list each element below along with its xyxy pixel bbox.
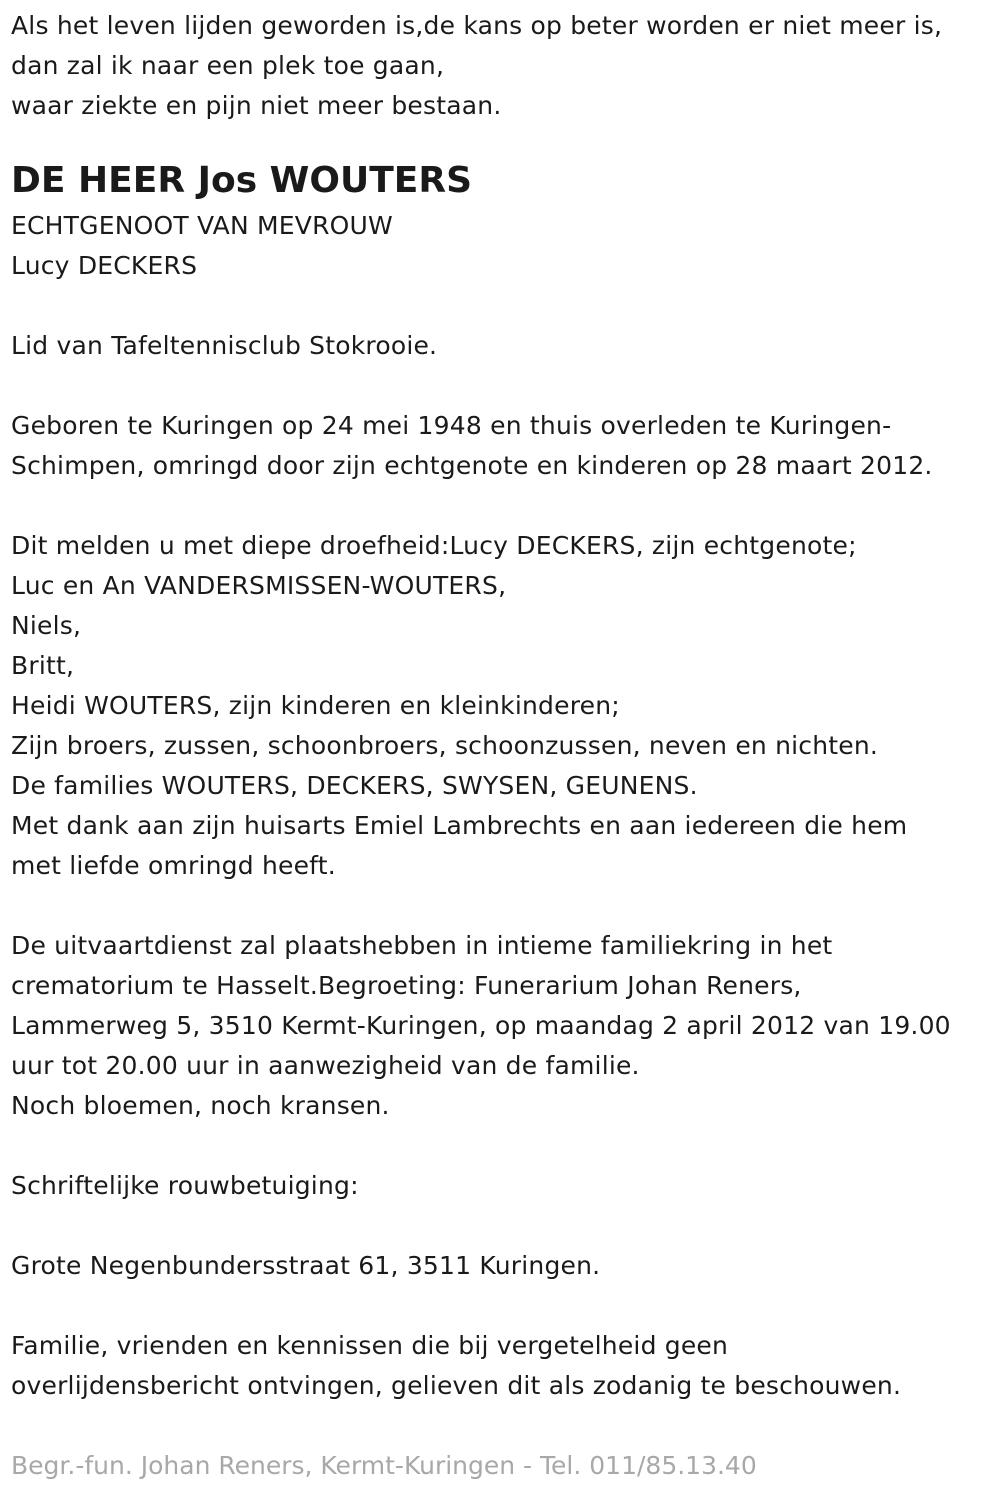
paragraph-line: Schimpen, omringd door zijn echtgenote en kinderen op 28 maart 2012.	[11, 451, 933, 480]
deceased-name-heading: DE HEER Jos WOUTERS	[11, 160, 473, 201]
paragraph-line: Luc en An VANDERSMISSEN-WOUTERS,	[11, 571, 507, 600]
spouse-title: ECHTGENOOT VAN MEVROUW	[11, 211, 393, 240]
spouse-name: Lucy DECKERS	[11, 251, 198, 280]
birth-death-paragraph	[11, 406, 991, 486]
paragraph-line: overlijdensbericht ontvingen, gelieven dit als zodanig te beschouwen.	[11, 1371, 902, 1400]
paragraph-line: Familie, vrienden en kennissen die bij vergetelheid geen	[11, 1331, 729, 1360]
poem-line: waar ziekte en pijn niet meer bestaan.	[11, 91, 502, 120]
family-paragraph	[11, 526, 991, 886]
paragraph-line: Britt,	[11, 651, 75, 680]
paragraph-line: Lammerweg 5, 3510 Kermt-Kuringen, op maandag 2 april 2012 van 19.00	[11, 1011, 951, 1040]
poem-line: Als het leven lijden geworden is,de kans op beter worden er niet meer is,	[11, 11, 943, 40]
membership-text: Lid van Tafeltennisclub Stokrooie.	[11, 331, 438, 360]
service-paragraph	[11, 926, 991, 1126]
paragraph-line: uur tot 20.00 uur in aanwezigheid van de familie.	[11, 1051, 640, 1080]
paragraph-line: Niels,	[11, 611, 82, 640]
paragraph-line: Heidi WOUTERS, zijn kinderen en kleinkinderen;	[11, 691, 620, 720]
paragraph-line: Geboren te Kuringen op 24 mei 1948 en thuis overleden te Kuringen-	[11, 411, 892, 440]
funeral-home-footer: Begr.-fun. Johan Reners, Kermt-Kuringen - Tel. 011/85.13.40	[11, 1451, 757, 1480]
paragraph-line: Noch bloemen, noch kransen.	[11, 1091, 390, 1120]
closing-paragraph	[11, 1326, 991, 1406]
condolence-address: Grote Negenbundersstraat 61, 3511 Kuringen.	[11, 1251, 601, 1280]
poem	[11, 6, 991, 126]
paragraph-line: De uitvaartdienst zal plaatshebben in intieme familiekring in het	[11, 931, 833, 960]
obituary-notice	[11, 6, 991, 1486]
paragraph-line: Zijn broers, zussen, schoonbroers, schoonzussen, neven en nichten.	[11, 731, 879, 760]
paragraph-line: De families WOUTERS, DECKERS, SWYSEN, GEUNENS.	[11, 771, 698, 800]
poem-line: dan zal ik naar een plek toe gaan,	[11, 51, 445, 80]
paragraph-line: Met dank aan zijn huisarts Emiel Lambrechts en aan iedereen die hem	[11, 811, 908, 840]
paragraph-line: crematorium te Hasselt.Begroeting: Funerarium Johan Reners,	[11, 971, 802, 1000]
paragraph-line: met liefde omringd heeft.	[11, 851, 336, 880]
condolence-label: Schriftelijke rouwbetuiging:	[11, 1171, 359, 1200]
paragraph-line: Dit melden u met diepe droefheid:Lucy DECKERS, zijn echtgenote;	[11, 531, 857, 560]
